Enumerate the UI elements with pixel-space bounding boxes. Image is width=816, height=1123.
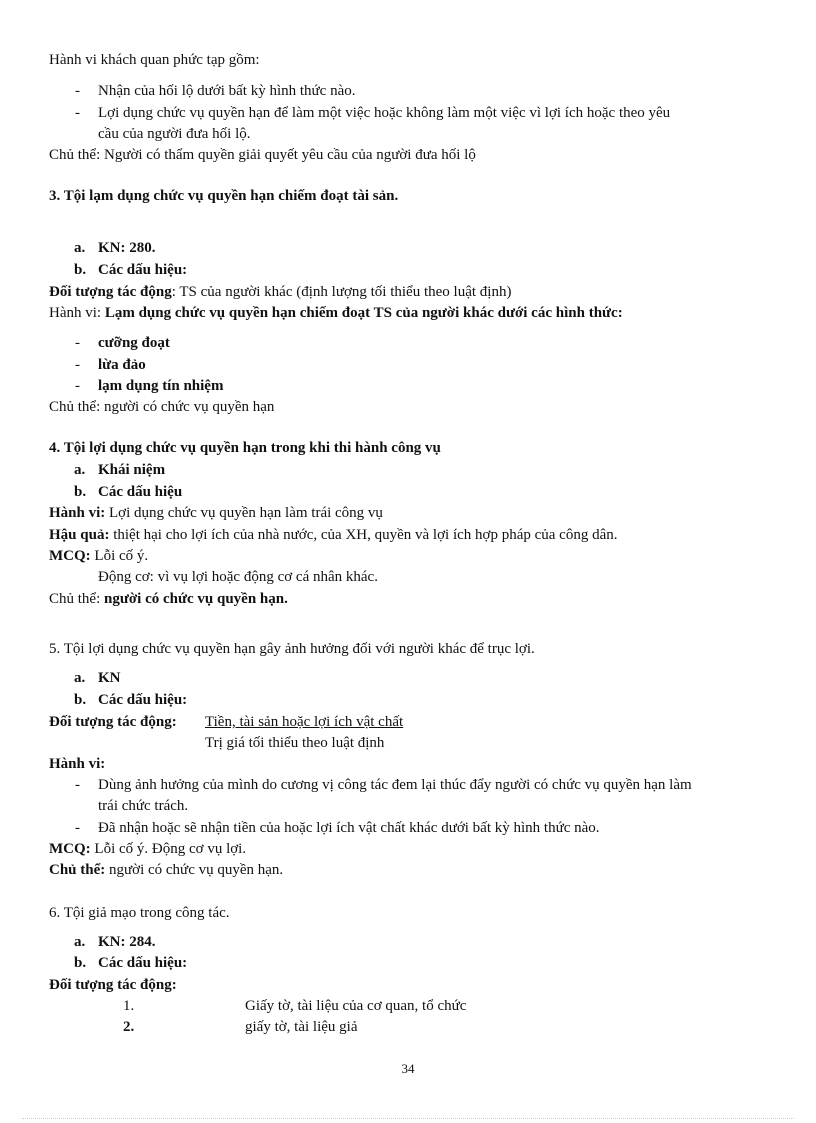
label: Chủ thể: bbox=[49, 591, 104, 607]
subheading: KN: 284. bbox=[98, 934, 156, 950]
subheading: Các dấu hiệu: bbox=[98, 262, 188, 278]
section-heading: 5. Tội lợi dụng chức vụ quyền hạn gây ảnh hưởng đối với người khác để trục lợi. bbox=[49, 641, 535, 657]
subheading: Các dấu hiệu bbox=[98, 484, 183, 500]
label: Hành vi: bbox=[49, 505, 106, 521]
list-marker: a. bbox=[74, 462, 86, 478]
value: : TS của người khác (định lượng tối thiểu theo luật định) bbox=[171, 284, 512, 300]
list-item-continuation: cầu của người đưa hối lộ. bbox=[98, 126, 251, 142]
value: Lợi dụng chức vụ quyền hạn làm trái công vụ bbox=[105, 505, 383, 521]
result-line bbox=[49, 525, 618, 546]
list-marker: b. bbox=[74, 262, 87, 278]
list-marker: a. bbox=[74, 670, 86, 686]
subject-line: Chủ thể: Người có thẩm quyền giải quyết yêu cầu của người đưa hối lộ bbox=[49, 147, 476, 163]
bullet-dash: - bbox=[75, 105, 80, 121]
object-value: Tiền, tài sản hoặc lợi ích vật chất bbox=[205, 714, 404, 730]
bullet-dash: - bbox=[75, 83, 80, 99]
bullet-dash: - bbox=[75, 378, 80, 394]
object-value: Trị giá tối thiểu theo luật định bbox=[205, 735, 385, 751]
subheading: Khái niệm bbox=[98, 462, 166, 478]
section-heading: 3. Tội lạm dụng chức vụ quyền hạn chiếm đoạt tài sản. bbox=[49, 188, 399, 204]
act-label: Hành vi: bbox=[49, 756, 106, 772]
numbered-item: Giấy tờ, tài liệu của cơ quan, tổ chức bbox=[245, 998, 467, 1014]
subheading: Các dấu hiệu: bbox=[98, 955, 188, 971]
bullet-dash: - bbox=[75, 777, 80, 793]
page-bottom-divider bbox=[22, 1118, 794, 1119]
label: Đối tượng tác động bbox=[49, 284, 172, 300]
value: Lạm dụng chức vụ quyền hạn chiếm đoạt TS của người khác dưới các hình thức: bbox=[104, 305, 623, 321]
value: thiệt hại cho lợi ích của nhà nước, của XH, quyền và lợi ích hợp pháp của công dân. bbox=[109, 527, 618, 543]
subheading: KN bbox=[98, 670, 121, 686]
numbered-marker: 2. bbox=[123, 1019, 135, 1035]
list-marker: b. bbox=[74, 484, 87, 500]
act-line bbox=[49, 303, 623, 324]
bullet-dash: - bbox=[75, 820, 80, 836]
value: người có chức vụ quyền hạn. bbox=[104, 591, 288, 607]
section-heading: 4. Tội lợi dụng chức vụ quyền hạn trong khi thi hành công vụ bbox=[49, 440, 441, 456]
list-marker: b. bbox=[74, 955, 87, 971]
list-item: lạm dụng tín nhiệm bbox=[98, 378, 224, 394]
subject-line bbox=[49, 589, 288, 610]
subheading: KN: 280. bbox=[98, 240, 156, 256]
list-item: Dùng ảnh hưởng của mình do cương vị công tác đem lại thúc đẩy người có chức vụ quyền hạn làm bbox=[98, 777, 692, 793]
list-marker: b. bbox=[74, 692, 87, 708]
page-number: 34 bbox=[401, 1061, 415, 1076]
label: MCQ: bbox=[49, 548, 91, 564]
paragraph: Hành vi khách quan phức tạp gồm: bbox=[49, 52, 260, 68]
bullet-dash: - bbox=[75, 357, 80, 373]
object-label: Đối tượng tác động: bbox=[49, 977, 177, 993]
list-item: Đã nhận hoặc sẽ nhận tiền của hoặc lợi ích vật chất khác dưới bất kỳ hình thức nào. bbox=[98, 820, 600, 836]
list-item-continuation: trái chức trách. bbox=[98, 798, 189, 814]
label: Hành vi: bbox=[49, 305, 105, 321]
numbered-marker: 1. bbox=[123, 998, 135, 1014]
act-line bbox=[49, 503, 383, 524]
motive-line: Động cơ: vì vụ lợi hoặc động cơ cá nhân khác. bbox=[98, 569, 378, 585]
list-item: Nhận của hối lộ dưới bất kỳ hình thức nào. bbox=[98, 83, 356, 99]
subheading: Các dấu hiệu: bbox=[98, 692, 188, 708]
list-item: Lợi dụng chức vụ quyền hạn để làm một việc hoặc không làm một việc vì lợi ích hoặc theo yêu bbox=[98, 105, 671, 121]
object-label: Đối tượng tác động: bbox=[49, 714, 177, 730]
numbered-item: giấy tờ, tài liệu giả bbox=[245, 1019, 358, 1035]
value: Lỗi cố ý. bbox=[90, 548, 149, 564]
list-item: cưỡng đoạt bbox=[98, 335, 170, 351]
value: Lỗi cố ý. Động cơ vụ lợi. bbox=[90, 841, 247, 857]
bullet-dash: - bbox=[75, 335, 80, 351]
list-marker: a. bbox=[74, 240, 86, 256]
mcq-line bbox=[49, 546, 148, 567]
label: Chủ thể: bbox=[49, 862, 106, 878]
section-heading: 6. Tội giả mạo trong công tác. bbox=[49, 905, 230, 921]
list-marker: a. bbox=[74, 934, 86, 950]
mcq-line bbox=[49, 839, 246, 860]
subject-line: Chủ thể: người có chức vụ quyền hạn bbox=[49, 399, 275, 415]
subject-line bbox=[49, 860, 283, 881]
label: MCQ: bbox=[49, 841, 91, 857]
value: người có chức vụ quyền hạn. bbox=[105, 862, 284, 878]
label: Hậu quả: bbox=[49, 527, 110, 543]
list-item: lừa đảo bbox=[98, 357, 146, 373]
object-line bbox=[49, 282, 511, 303]
